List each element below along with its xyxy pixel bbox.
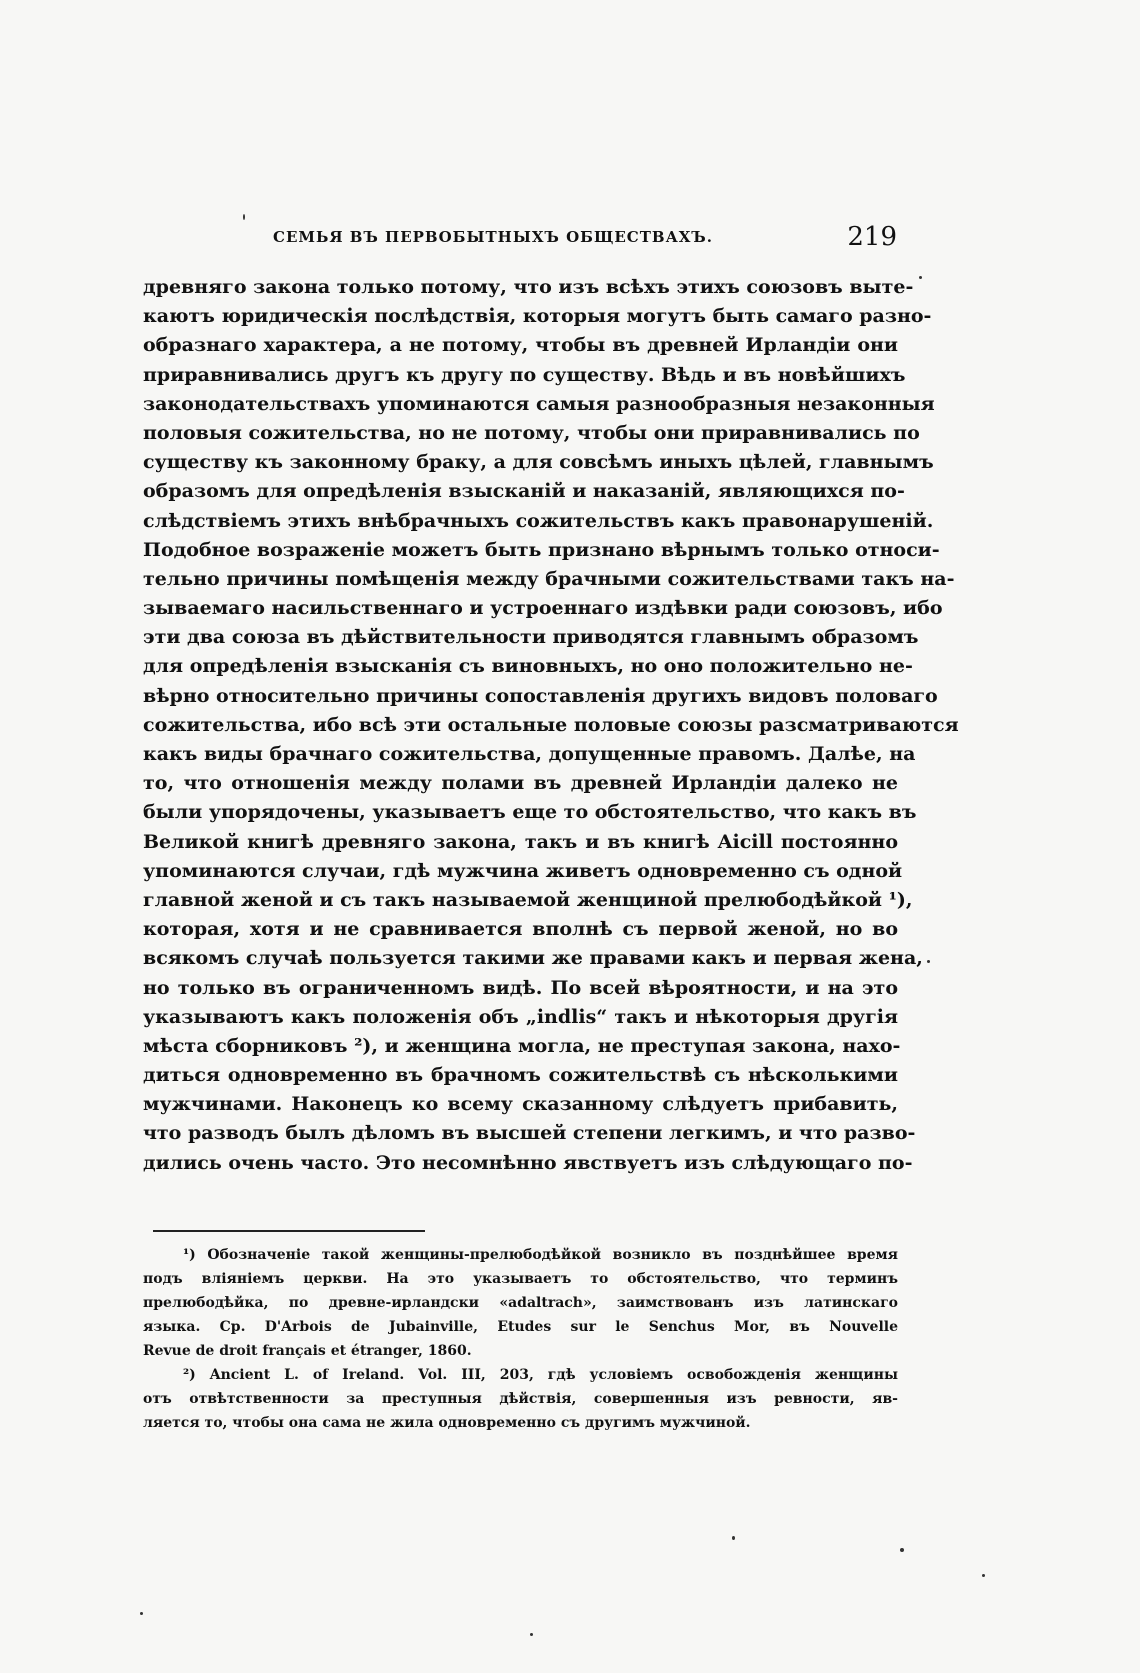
text-line: зываемаго насильственнаго и устроеннаго издѣвки ради союзовъ, ибо	[143, 597, 943, 620]
text-line: но только въ ограниченномъ видѣ. По всей вѣроятности, и на это	[143, 976, 898, 999]
scan-speck	[919, 276, 922, 279]
footnote-line: языка. Ср. D'Arbois de Jubainville, Etudes sur le Senchus Mor, въ Nouvelle	[143, 1319, 898, 1335]
text-line: каютъ юридическія послѣдствія, которыя могутъ быть самаго разно-	[143, 305, 932, 328]
text-line: упоминаются случаи, гдѣ мужчина живетъ одновременно съ одной	[143, 859, 903, 882]
text-line: для опредѣленія взысканія съ виновныхъ, но оно положительно не-	[143, 655, 913, 678]
scan-speck	[732, 1536, 735, 1540]
text-line: указываютъ какъ положенія объ „indlis“ такъ и нѣкоторыя другія	[143, 1005, 898, 1028]
text-line: тельно причины помѣщенія между брачными сожительствами такъ на-	[143, 567, 955, 590]
text-line: образомъ для опредѣленія взысканій и наказаній, являющихся по-	[143, 480, 905, 503]
text-line: приравнивались другъ къ другу по существу. Вѣдь и въ новѣйшихъ	[143, 363, 906, 386]
text-line: существу къ законному браку, а для совсѣмъ иныхъ цѣлей, главнымъ	[143, 451, 934, 474]
text-line: то, что отношенія между полами въ древней Ирландіи далеко не	[143, 772, 898, 795]
scan-speck	[982, 1574, 985, 1577]
text-line: половыя сожительства, но не потому, чтобы они приравнивались по	[143, 421, 920, 444]
text-line: что разводъ былъ дѣломъ въ высшей степени легкимъ, и что разво-	[143, 1122, 916, 1145]
scan-speck	[927, 960, 930, 963]
body-text	[143, 273, 959, 1178]
footnotes	[143, 1243, 898, 1435]
text-line: Подобное возраженіе можетъ быть признано вѣрнымъ только относи-	[143, 538, 940, 561]
text-line: главной женой и съ такъ называемой женщиной прелюбодѣйкой ¹),	[143, 888, 913, 911]
footnote-2	[143, 1363, 898, 1435]
page-number: 219	[847, 222, 897, 252]
text-line: мѣста сборниковъ ²), и женщина могла, не преступая закона, нахо-	[143, 1034, 901, 1057]
text-line: древняго закона только потому, что изъ всѣхъ этихъ союзовъ выте-	[143, 276, 914, 298]
text-line: законодательствахъ упоминаются самыя разнообразныя незаконныя	[143, 392, 935, 415]
text-line: мужчинами. Наконецъ ко всему сказанному слѣдуетъ прибавить,	[143, 1093, 898, 1116]
text-line: какъ виды брачнаго сожительства, допущенные правомъ. Далѣе, на	[143, 743, 916, 765]
footnote-line: Revue de droit français et étranger, 1860.	[143, 1343, 472, 1359]
text-line: эти два союза въ дѣйствительности приводятся главнымъ образомъ	[143, 626, 919, 649]
footnote-line: ляется то, чтобы она сама не жила одновременно съ другимъ мужчиной.	[143, 1415, 751, 1431]
scan-speck	[530, 1633, 533, 1636]
page-header	[143, 222, 901, 252]
text-line: всякомъ случаѣ пользуется такими же правами какъ и первая жена,	[143, 947, 923, 970]
scan-speck	[243, 214, 245, 220]
running-title: СЕМЬЯ ВЪ ПЕРВОБЫТНЫХЪ ОБЩЕСТВАХЪ.	[273, 228, 713, 246]
text-line: слѣдствіемъ этихъ внѣбрачныхъ сожительствъ какъ правонарушеній.	[143, 509, 934, 532]
text-line: дились очень часто. Это несомнѣнно явствуетъ изъ слѣдующаго по-	[143, 1151, 913, 1174]
scan-speck	[140, 1612, 143, 1615]
footnote-line: отъ отвѣтственности за преступныя дѣйствія, совершенныя изъ ревности, яв-	[143, 1391, 898, 1407]
footnote-separator	[153, 1230, 425, 1232]
text-line: которая, хотя и не сравнивается вполнѣ съ первой женой, но во	[143, 918, 898, 941]
footnote-1	[143, 1243, 898, 1363]
text-line: сожительства, ибо всѣ эти остальные половые союзы разсматриваются	[143, 713, 959, 736]
footnote-line: ¹) Обозначеніе такой женщины-прелюбодѣйкой возникло въ позднѣйшее время	[183, 1247, 898, 1263]
footnote-line: подъ вліяніемъ церкви. На это указываетъ то обстоятельство, что терминъ	[143, 1271, 898, 1287]
scan-speck	[900, 1548, 904, 1552]
footnote-line: ²) Ancient L. of Ireland. Vol. III, 203, гдѣ условіемъ освобожденія женщины	[183, 1367, 898, 1383]
text-line: диться одновременно въ брачномъ сожительствѣ съ нѣсколькими	[143, 1064, 898, 1087]
text-line: Великой книгѣ древняго закона, такъ и въ книгѣ Aicill постоянно	[143, 830, 898, 853]
footnote-line: прелюбодѣйка, по древне-ирландски «adaltrach», заимствованъ изъ латинскаго	[143, 1295, 898, 1311]
text-line: вѣрно относительно причины сопоставленія другихъ видовъ половаго	[143, 684, 938, 707]
text-line: были упорядочены, указываетъ еще то обстоятельство, что какъ въ	[143, 801, 917, 824]
text-line: образнаго характера, а не потому, чтобы въ древней Ирландіи они	[143, 334, 898, 357]
